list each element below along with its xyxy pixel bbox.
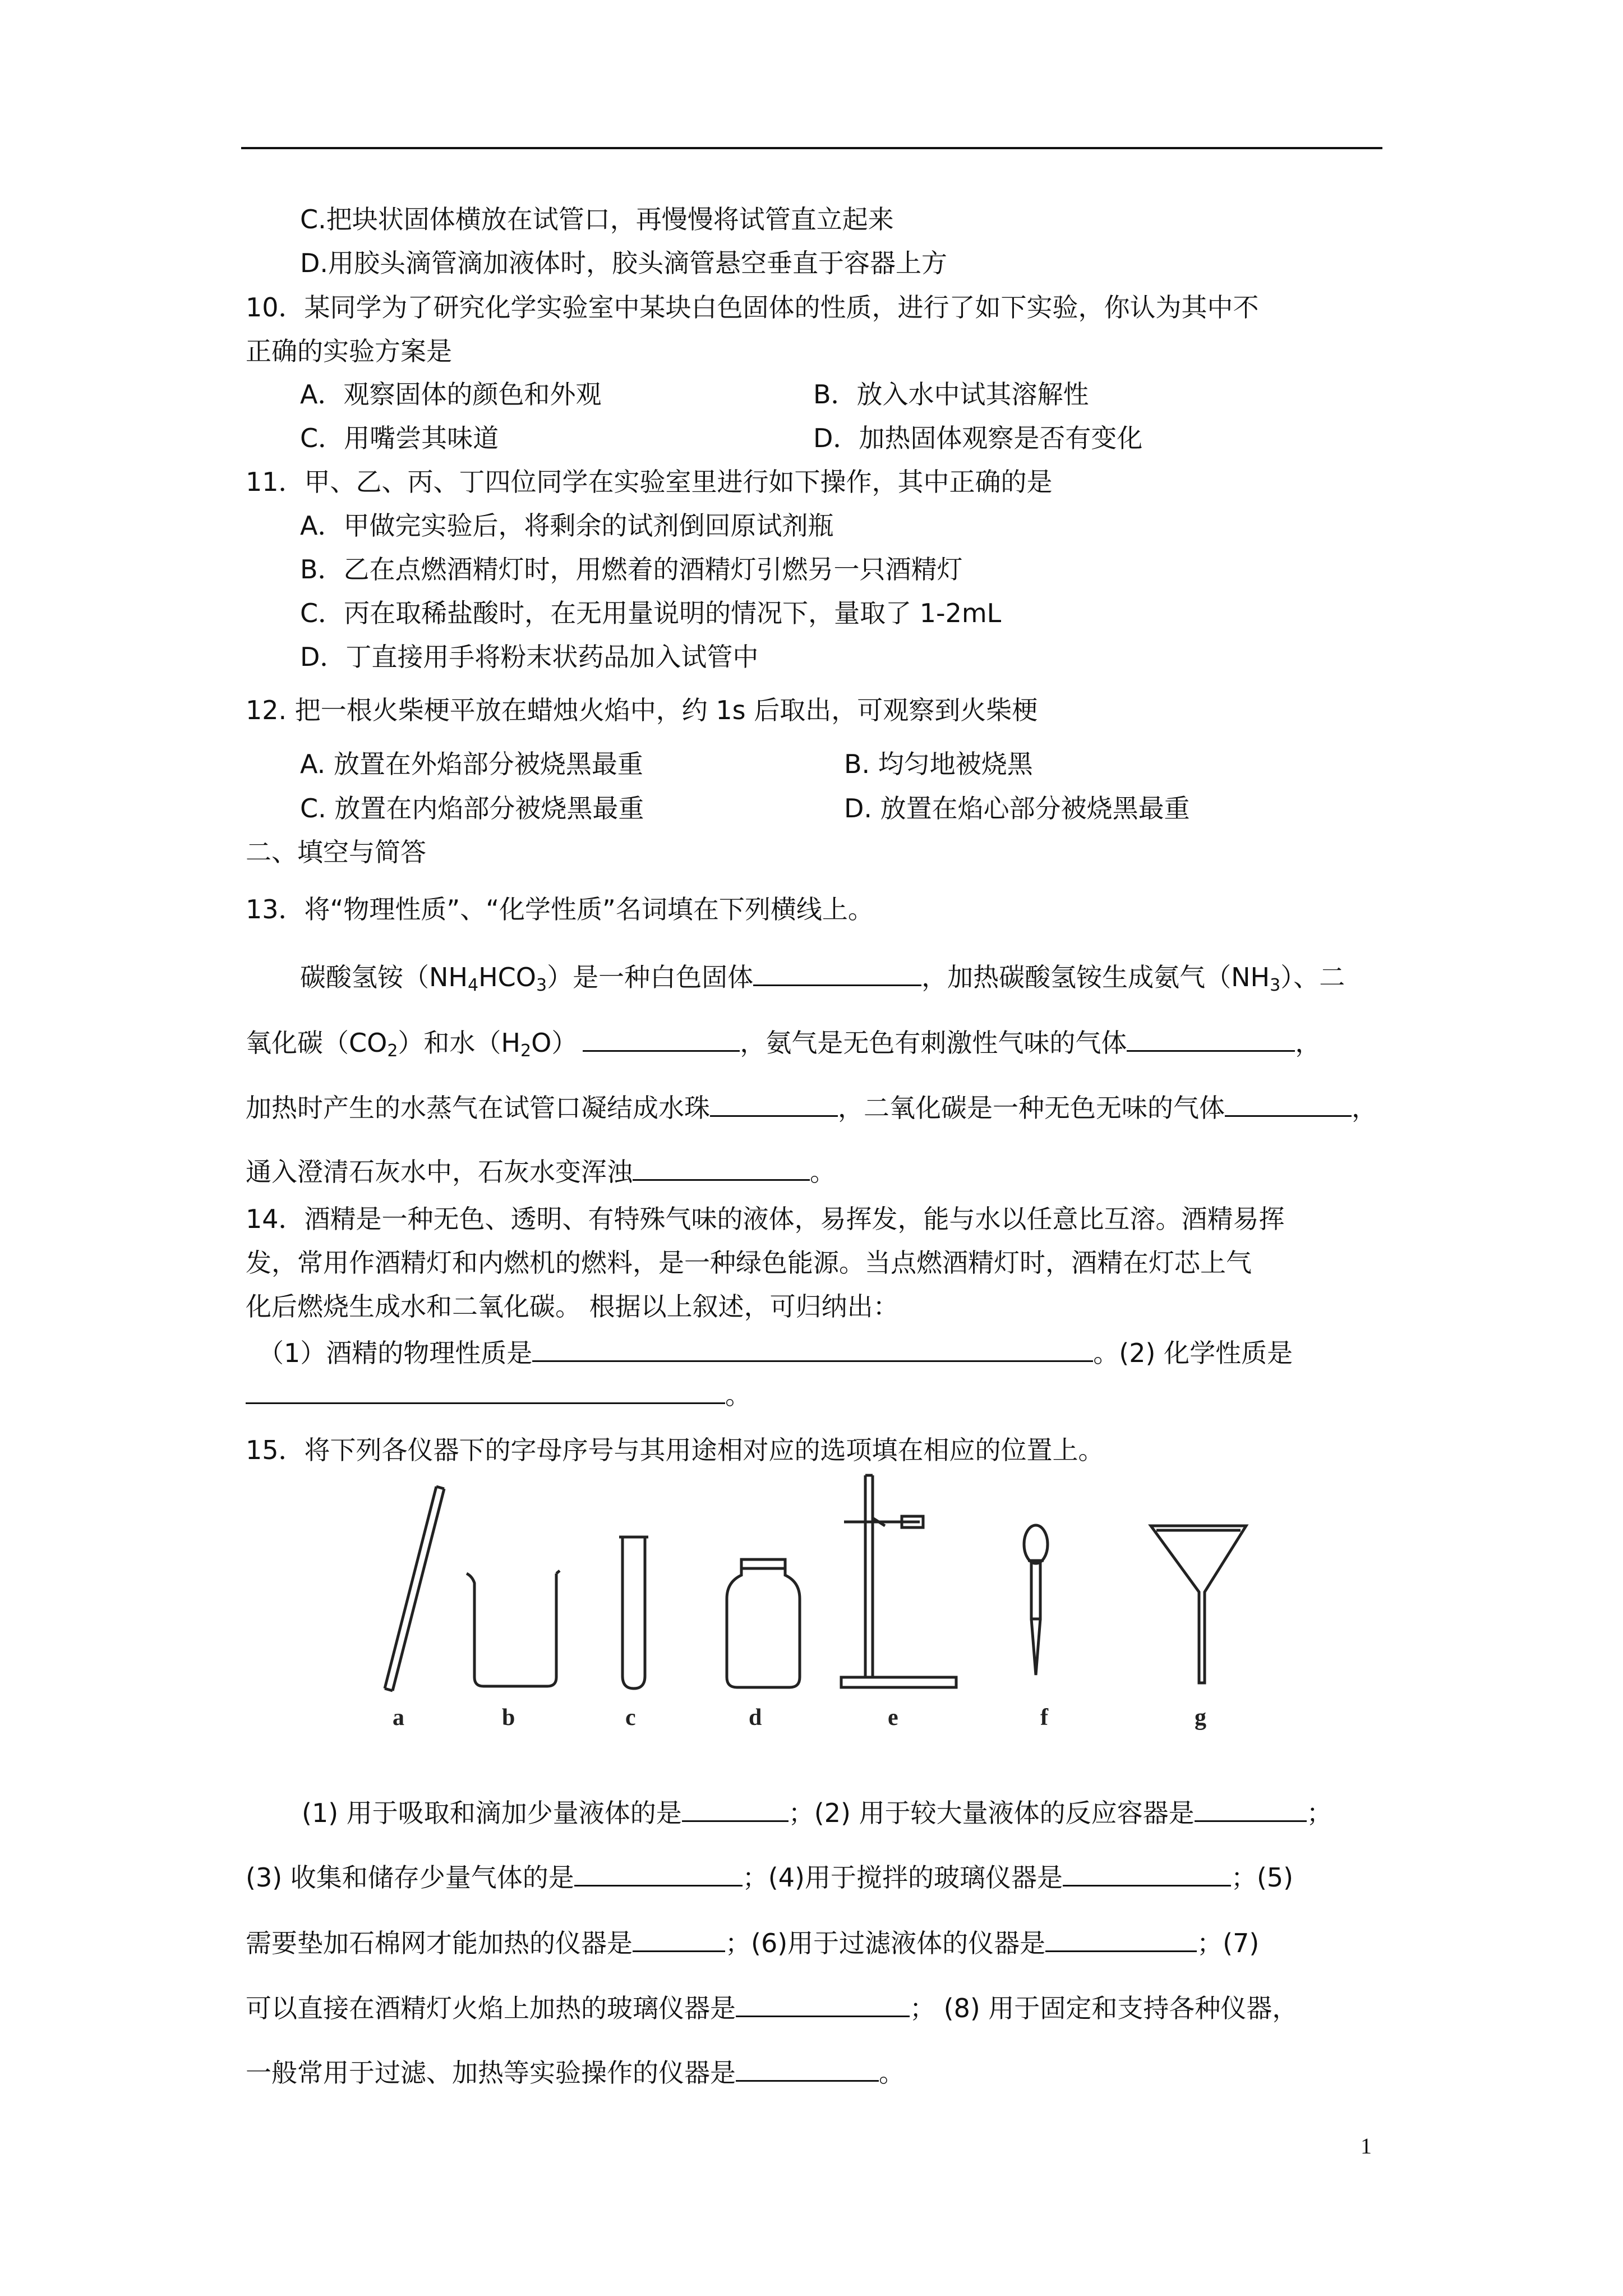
q9-option-d: D.用胶头滴管滴加液体时，胶头滴管悬空垂直于容器上方 bbox=[300, 248, 948, 278]
answer-blank[interactable] bbox=[1045, 1928, 1197, 1952]
q12-option-d: D. 放置在焰心部分被烧黑最重 bbox=[844, 793, 1190, 823]
q13-line3: 加热时产生的水蒸气在试管口凝结成水珠 ，二氧化碳是一种无色无味的气体 ， bbox=[246, 1093, 1377, 1123]
q12-stem: 12. 把一根火柴梗平放在蜡烛火焰中，约 1s 后取出，可观察到火柴梗 bbox=[246, 695, 1038, 725]
q10-option-b: B．放入水中试其溶解性 bbox=[813, 379, 1089, 409]
answer-blank[interactable] bbox=[736, 1993, 910, 2017]
answer-blank[interactable] bbox=[1195, 1798, 1307, 1822]
page-number: 1 bbox=[1361, 2133, 1372, 2159]
q10-option-c: C．用嘴尝其味道 bbox=[300, 423, 499, 453]
answer-blank[interactable] bbox=[1063, 1862, 1231, 1887]
beaker-icon bbox=[467, 1571, 560, 1686]
q13-stem: 13．将“物理性质”、“化学性质”名词填在下列横线上。 bbox=[246, 894, 874, 924]
q15-line2: (3) 收集和储存少量气体的是 ；(4)用于搅拌的玻璃仪器是 ；(5) bbox=[246, 1862, 1294, 1893]
apparatus-label-d: d bbox=[749, 1705, 762, 1731]
q14-line5: 。 bbox=[246, 1380, 751, 1408]
q10-option-a: A．观察固体的颜色和外观 bbox=[300, 379, 602, 409]
q13-line4: 通入澄清石灰水中，石灰水变浑浊 。 bbox=[246, 1157, 836, 1187]
q9-option-c: C.把块状固体横放在试管口，再慢慢将试管直立起来 bbox=[300, 204, 894, 234]
gas-bottle-icon bbox=[727, 1559, 800, 1687]
q10-stem-line2: 正确的实验方案是 bbox=[246, 336, 452, 366]
test-tube-icon bbox=[619, 1537, 648, 1688]
glass-rod-icon bbox=[385, 1487, 444, 1691]
q14-line1: 14．酒精是一种无色、透明、有特殊气味的液体，易挥发，能与水以任意比互溶。酒精易挥 bbox=[246, 1204, 1285, 1234]
q14-line2: 发，常用作酒精灯和内燃机的燃料，是一种绿色能源。当点燃酒精灯时，酒精在灯芯上气 bbox=[246, 1248, 1252, 1278]
q11-option-b: B．乙在点燃酒精灯时，用燃着的酒精灯引燃另一只酒精灯 bbox=[300, 554, 963, 585]
section-heading: 二、填空与简答 bbox=[246, 837, 426, 867]
q11-option-c: C．丙在取稀盐酸时，在无用量说明的情况下，量取了 1-2mL bbox=[300, 598, 1002, 628]
apparatus-label-e: e bbox=[888, 1705, 898, 1731]
q15-line1: (1) 用于吸取和滴加少量液体的是 ；(2) 用于较大量液体的反应容器是 ； bbox=[302, 1798, 1332, 1828]
q13-line1: 碳酸氢铵$(NH_4HCO_3)$是一种白色固体 ，加热碳酸氢铵生成氨气$(NH_3)$、二 bbox=[300, 962, 1345, 995]
q13-line2: 氧化碳$(CO_2)$和水$(H_2O)$ ，氨气是无色有刺激性气味的气体 ， bbox=[246, 1028, 1321, 1061]
dropper-icon bbox=[1024, 1525, 1048, 1675]
apparatus-label-c: c bbox=[625, 1705, 636, 1731]
q12-option-a: A. 放置在外焰部分被烧黑最重 bbox=[300, 749, 643, 779]
apparatus-label-b: b bbox=[502, 1705, 515, 1731]
q10-stem-line1: 10．某同学为了研究化学实验室中某块白色固体的性质，进行了如下实验，你认为其中不 bbox=[246, 292, 1259, 323]
q10-option-d: D．加热固体观察是否有变化 bbox=[813, 423, 1143, 453]
answer-blank[interactable] bbox=[633, 1928, 725, 1952]
apparatus-label-a: a bbox=[393, 1705, 404, 1731]
answer-blank[interactable] bbox=[736, 2058, 879, 2082]
iron-stand-icon bbox=[841, 1475, 956, 1687]
apparatus-label-f: f bbox=[1040, 1705, 1048, 1731]
q12-option-c: C. 放置在内焰部分被烧黑最重 bbox=[300, 793, 644, 823]
q11-option-d: D．丁直接用手将粉末状药品加入试管中 bbox=[300, 642, 759, 672]
apparatus-label-g: g bbox=[1195, 1705, 1206, 1731]
q15-line4: 可以直接在酒精灯火焰上加热的玻璃仪器是 ； (8) 用于固定和支持各种仪器， bbox=[246, 1993, 1298, 2023]
q15-line5: 一般常用于过滤、加热等实验操作的仪器是 。 bbox=[246, 2058, 905, 2088]
funnel-icon bbox=[1151, 1526, 1246, 1683]
answer-blank[interactable] bbox=[682, 1798, 789, 1822]
q14-line4: （1）酒精的物理性质是 。(2) 化学性质是 bbox=[258, 1338, 1293, 1368]
q14-line3: 化后燃烧生成水和二氧化碳。 根据以上叙述，可归纳出： bbox=[246, 1291, 899, 1322]
q15-line3: 需要垫加石棉网才能加热的仪器是 ；(6)用于过滤液体的仪器是 ；(7) bbox=[246, 1928, 1260, 1958]
q12-option-b: B. 均匀地被烧黑 bbox=[844, 749, 1033, 779]
q11-option-a: A．甲做完实验后，将剩余的试剂倒回原试剂瓶 bbox=[300, 510, 834, 541]
q15-stem: 15．将下列各仪器下的字母序号与其用途相对应的选项填在相应的位置上。 bbox=[246, 1435, 1104, 1465]
q11-stem: 11．甲、乙、丙、丁四位同学在实验室里进行如下操作，其中正确的是 bbox=[246, 467, 1053, 497]
answer-blank[interactable] bbox=[574, 1862, 743, 1887]
